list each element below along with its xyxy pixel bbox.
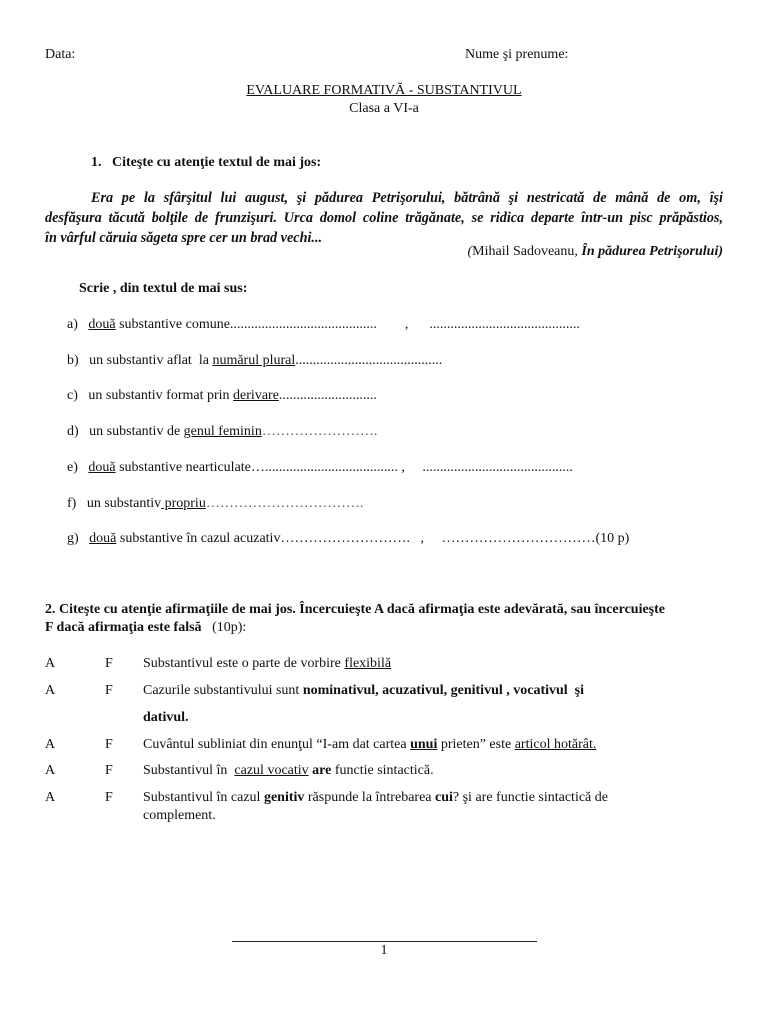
source-open: ( bbox=[467, 244, 473, 259]
item-letter: f) bbox=[67, 496, 77, 511]
statement-text: Substantivul în bbox=[143, 763, 235, 778]
item-text-underlined: două bbox=[88, 317, 116, 332]
item-text-post: substantive comune.......................................... , ........................................... bbox=[115, 317, 580, 332]
option-a[interactable]: A bbox=[45, 683, 56, 698]
item-text-underlined: două bbox=[88, 460, 116, 475]
statement-5-line2: complement. bbox=[143, 808, 216, 823]
statement-2 bbox=[143, 683, 584, 699]
option-a[interactable]: A bbox=[45, 737, 56, 752]
source-title: În pădurea Petrişorului) bbox=[581, 244, 723, 259]
statement-text-mid: prieten” este bbox=[437, 737, 515, 752]
statement-underlined: flexibilă bbox=[344, 656, 392, 671]
option-f[interactable]: F bbox=[105, 790, 113, 805]
option-a[interactable]: A bbox=[45, 763, 56, 778]
list-item bbox=[67, 317, 580, 333]
item-text-post: substantive în cazul acuzativ………………………. , ……………………………(10 p) bbox=[116, 531, 630, 546]
item-text-underlined: două bbox=[89, 531, 117, 546]
statement-text-mid: răspunde la întrebarea bbox=[304, 790, 435, 805]
page-number: 1 bbox=[380, 943, 388, 958]
option-f[interactable]: F bbox=[105, 763, 113, 778]
quote-line-2: desfăşura tăcută bolţile de frunzişuri. Urca domol coline trăgănate, se ridica departe într-un pisc prăpăstios, bbox=[45, 210, 723, 226]
exercise1-task: Scrie , din textul de mai sus: bbox=[79, 281, 248, 296]
exercise2-instruction-text: F dacă afirmaţia este falsă bbox=[45, 620, 202, 635]
exercise1-number: 1. bbox=[91, 155, 102, 170]
item-text-post: ……………………. bbox=[261, 424, 378, 439]
item-letter: e) bbox=[67, 460, 78, 475]
item-text-underlined: propriu bbox=[161, 496, 206, 511]
statement-text: Substantivul este o parte de vorbire bbox=[143, 656, 345, 671]
statement-bold: genitiv bbox=[263, 790, 305, 805]
statement-4 bbox=[143, 763, 434, 779]
page-title: EVALUARE FORMATIVĂ - SUBSTANTIVUL bbox=[246, 83, 522, 98]
list-item bbox=[67, 424, 377, 440]
statement-bold-2: cui bbox=[435, 790, 453, 805]
source-author: Mihail Sadoveanu, bbox=[472, 244, 582, 259]
item-letter: b) bbox=[67, 353, 79, 368]
item-text-post: ............................ bbox=[278, 388, 377, 403]
statement-3 bbox=[143, 737, 596, 753]
statement-bold-underlined: unui bbox=[410, 737, 438, 752]
item-text-post: substantive nearticulate…...................................... , ........................................... bbox=[115, 460, 573, 475]
exercise2-points: (10p): bbox=[212, 620, 247, 635]
option-f[interactable]: F bbox=[105, 656, 113, 671]
list-item bbox=[67, 460, 573, 476]
statement-text: Cazurile substantivului sunt bbox=[143, 683, 303, 698]
exercise1-instruction bbox=[91, 155, 321, 171]
list-item bbox=[67, 531, 629, 547]
item-letter: g) bbox=[67, 531, 79, 546]
statement-2-line2: dativul. bbox=[143, 710, 189, 725]
item-text-pre: un substantiv de bbox=[89, 424, 184, 439]
date-label: Data: bbox=[45, 47, 76, 62]
item-text-pre: un substantiv aflat la bbox=[89, 353, 213, 368]
exercise2-instruction-line1: 2. Citeşte cu atenţie afirmaţiile de mai jos. Încercuieşte A dacă afirmaţia este adevărată, sau încercuieşte bbox=[45, 602, 665, 617]
option-f[interactable]: F bbox=[105, 683, 113, 698]
item-text-post: ……………………………. bbox=[205, 496, 364, 511]
item-text-underlined: genul feminin bbox=[183, 424, 262, 439]
statement-text-post: functie sintactică. bbox=[331, 763, 434, 778]
statement-text: Cuvântul subliniat din enunţul “I-am dat cartea bbox=[143, 737, 411, 752]
page-subtitle: Clasa a VI-a bbox=[349, 101, 419, 116]
statement-underlined: cazul vocativ bbox=[234, 763, 309, 778]
option-f[interactable]: F bbox=[105, 737, 113, 752]
item-text-underlined: numărul plural bbox=[212, 353, 296, 368]
statement-1 bbox=[143, 656, 391, 672]
quote-line-1: Era pe la sfârşitul lui august, şi pădurea Petrişorului, bătrână şi nestricată de mână de om, îşi bbox=[91, 190, 723, 206]
list-item bbox=[67, 496, 363, 512]
item-letter: c) bbox=[67, 388, 78, 403]
statement-bold: nominativul, acuzativul, genitivul , vocativul şi bbox=[302, 683, 585, 698]
name-label: Nume şi prenume: bbox=[465, 47, 569, 62]
quote-line-3: în vârful căruia săgeta spre cer un brad vechi... bbox=[45, 230, 323, 246]
item-letter: a) bbox=[67, 317, 78, 332]
statement-text-post: ? şi are functie sintactică de bbox=[452, 790, 608, 805]
list-item bbox=[67, 388, 377, 404]
item-text-pre: un substantiv format prin bbox=[88, 388, 234, 403]
exercise2-instruction-line2 bbox=[45, 620, 246, 636]
item-letter: d) bbox=[67, 424, 79, 439]
option-a[interactable]: A bbox=[45, 790, 56, 805]
statement-5 bbox=[143, 790, 608, 806]
option-a[interactable]: A bbox=[45, 656, 56, 671]
quote-text bbox=[45, 188, 723, 248]
list-item bbox=[67, 353, 442, 369]
statement-text: Substantivul în cazul bbox=[143, 790, 264, 805]
footer-divider bbox=[232, 941, 537, 942]
item-text-pre: un substantiv bbox=[86, 496, 162, 511]
quote-source bbox=[467, 244, 723, 260]
item-text-underlined: derivare bbox=[233, 388, 279, 403]
statement-underlined: articol hotărât. bbox=[514, 737, 597, 752]
statement-bold: are bbox=[308, 763, 332, 778]
item-text-post: .......................................... bbox=[295, 353, 443, 368]
exercise1-instruction-text: Citeşte cu atenţie textul de mai jos: bbox=[112, 155, 322, 170]
